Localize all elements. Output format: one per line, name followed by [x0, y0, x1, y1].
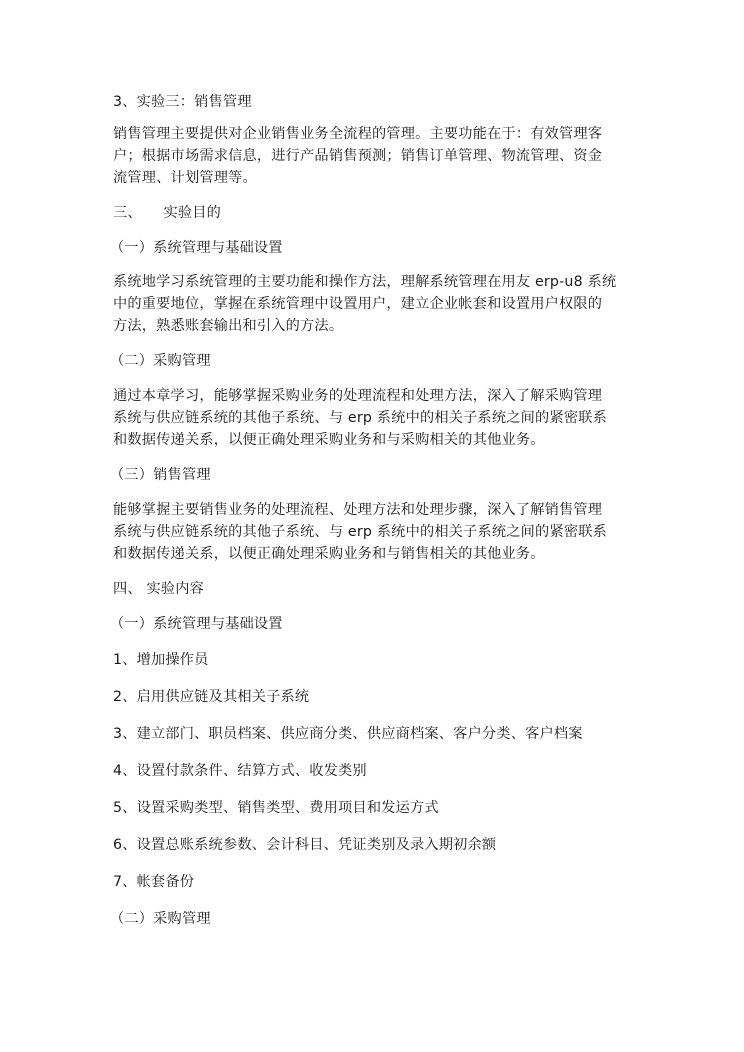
paragraph-line: 销售管理主要提供对企业销售业务全流程的管理。主要功能在于：有效管理客 — [113, 126, 603, 142]
list-item: 3、建立部门、职员档案、供应商分类、供应商档案、客户分类、客户档案 — [113, 726, 583, 742]
paragraph-line: 和数据传递关系，以便正确处理采购业务和与销售相关的其他业务。 — [113, 546, 545, 562]
list-item: 6、设置总账系统参数、会计科目、凭证类别及录入期初余额 — [113, 837, 497, 853]
section-heading-objectives: 三、 实验目的 — [113, 205, 222, 221]
paragraph-line: 系统与供应链系统的其他子系统、与 erp 系统中的相关子系统之间的紧密联系 — [113, 410, 607, 426]
paragraph-line: 系统与供应链系统的其他子系统、与 erp 系统中的相关子系统之间的紧密联系 — [113, 524, 607, 540]
subheading-purchase-management: （二）采购管理 — [110, 911, 211, 927]
list-item: 7、帐套备份 — [113, 874, 195, 890]
paragraph-line: 户；根据市场需求信息，进行产品销售预测；销售订单管理、物流管理、资金 — [113, 148, 603, 164]
list-item: 1、增加操作员 — [113, 652, 209, 668]
section-heading-experiment-3: 3、实验三：销售管理 — [113, 94, 252, 110]
subheading-system-management: （一）系统管理与基础设置 — [110, 616, 283, 632]
list-item: 2、启用供应链及其相关子系统 — [113, 689, 310, 705]
subheading-sales-management: （三）销售管理 — [110, 467, 211, 483]
subheading-purchase-management: （二）采购管理 — [110, 353, 211, 369]
paragraph-line: 流管理、计划管理等。 — [113, 170, 257, 186]
list-item: 4、设置付款条件、结算方式、收发类别 — [113, 763, 367, 779]
list-item: 5、设置采购类型、销售类型、费用项目和发运方式 — [113, 800, 439, 816]
section-heading-contents: 四、 实验内容 — [113, 581, 205, 597]
paragraph-line: 能够掌握主要销售业务的处理流程、处理方法和处理步骤，深入了解销售管理 — [113, 502, 603, 518]
subheading-system-management: （一）系统管理与基础设置 — [110, 240, 283, 256]
paragraph-line: 方法，熟悉账套输出和引入的方法。 — [113, 318, 344, 334]
paragraph-line: 中的重要地位，掌握在系统管理中设置用户，建立企业帐套和设置用户权限的 — [113, 296, 603, 312]
paragraph-line: 和数据传递关系，以便正确处理采购业务和与采购相关的其他业务。 — [113, 432, 545, 448]
paragraph-line: 通过本章学习，能够掌握采购业务的处理流程和处理方法，深入了解采购管理 — [113, 388, 603, 404]
paragraph-line: 系统地学习系统管理的主要功能和操作方法，理解系统管理在用友 erp-u8 系统 — [113, 274, 617, 290]
